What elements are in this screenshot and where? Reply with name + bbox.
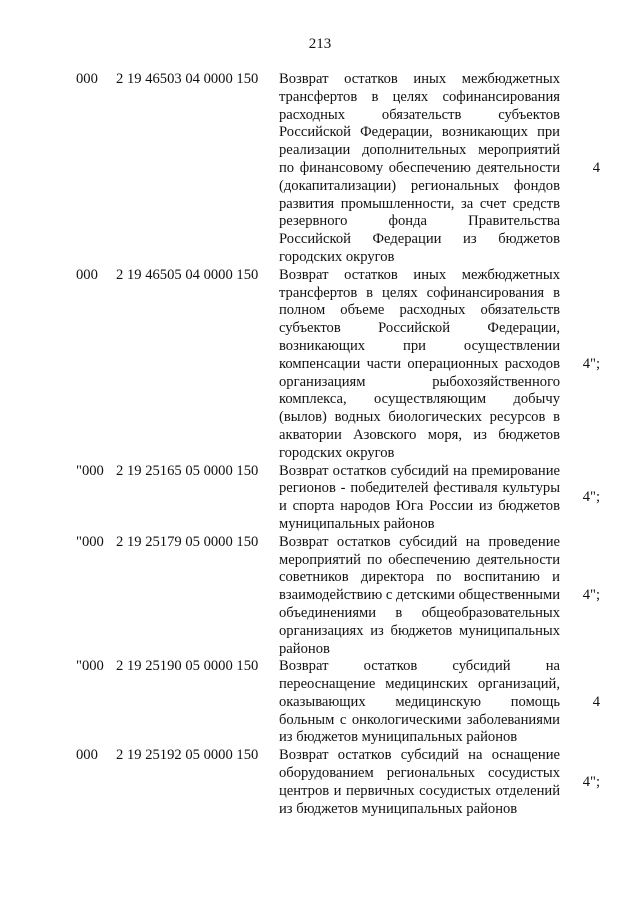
budget-classification-code: 2 19 25190 05 0000 150: [116, 658, 259, 675]
row-description: Возврат остатков субсидий на оснащение оборудованием региональных сосудистых центров и первичных сосудистых отделений из бюджетов муниципальных районов: [279, 747, 560, 817]
budget-classification-code: 2 19 25179 05 0000 150: [116, 533, 259, 550]
row-description: Возврат остатков субсидий на проведение мероприятий по обеспечению деятельности советников директора по воспитанию и взаимодействию с детскими общественными объединениями в общеобразовательных организациях из бюджетов муниципальных районов: [279, 533, 560, 657]
table-row: [0, 267, 640, 463]
admin-code: "000: [76, 462, 104, 479]
admin-code: 000: [76, 747, 98, 764]
table-row: [0, 463, 640, 534]
column-value-text: 4";: [582, 489, 600, 506]
admin-code: "000: [76, 658, 104, 675]
table-row: [0, 747, 640, 818]
row-description: Возврат остатков иных межбюджетных трансфертов в целях софинансирования расходных обязательств субъектов Российской Федерации, возникающих при реализации дополнительных мероприятий по финансовому обеспечению деятельности (докапитализации) региональных фондов развития промышленности, за счет средств резервного фонда Правительства Российской Федерации из бюджетов городских округов: [279, 71, 560, 265]
column-value: [560, 658, 600, 747]
table-row: [0, 534, 640, 659]
page-number: 213: [308, 36, 332, 52]
column-value-text: 4";: [582, 773, 600, 790]
column-value-text: 4: [592, 693, 600, 710]
admin-code: 000: [76, 71, 98, 87]
table-row: [0, 658, 640, 747]
table-row: [0, 71, 640, 267]
column-value-text: 4";: [582, 587, 600, 604]
column-value: [560, 71, 600, 267]
row-description: Возврат остатков субсидий на премирование регионов - победителей фестиваля культуры и спорта народов Юга России из бюджетов муниципальных районов: [279, 462, 560, 532]
budget-classification-code: 2 19 46503 04 0000 150: [116, 71, 259, 87]
column-value: [560, 267, 600, 463]
budget-classification-code: 2 19 25165 05 0000 150: [116, 462, 259, 479]
admin-code: 000: [76, 266, 98, 283]
column-value: [560, 747, 600, 818]
code-table: [0, 71, 640, 818]
admin-code: "000: [76, 533, 104, 550]
column-value-text: 4";: [582, 355, 600, 372]
row-description: Возврат остатков иных межбюджетных трансфертов в целях софинансирования в полном объеме расходных обязательств субъектов Российской Федерации, возникающих при осуществлении компенсации части операционных расходов организациям рыбохозяйственного комплекса, осуществляющим добычу (вылов) водных биологических ресурсов в акватории Азовского моря, из бюджетов городских округов: [279, 266, 560, 461]
row-description: Возврат остатков субсидий на переоснащение медицинских организаций, оказывающих медицинскую помощь больным с онкологическими заболеваниями из бюджетов муниципальных районов: [279, 658, 560, 746]
budget-classification-code: 2 19 25192 05 0000 150: [116, 747, 259, 764]
budget-classification-code: 2 19 46505 04 0000 150: [116, 266, 259, 283]
column-value-text: 4: [592, 159, 600, 176]
column-value: [560, 534, 600, 659]
column-value: [560, 463, 600, 534]
